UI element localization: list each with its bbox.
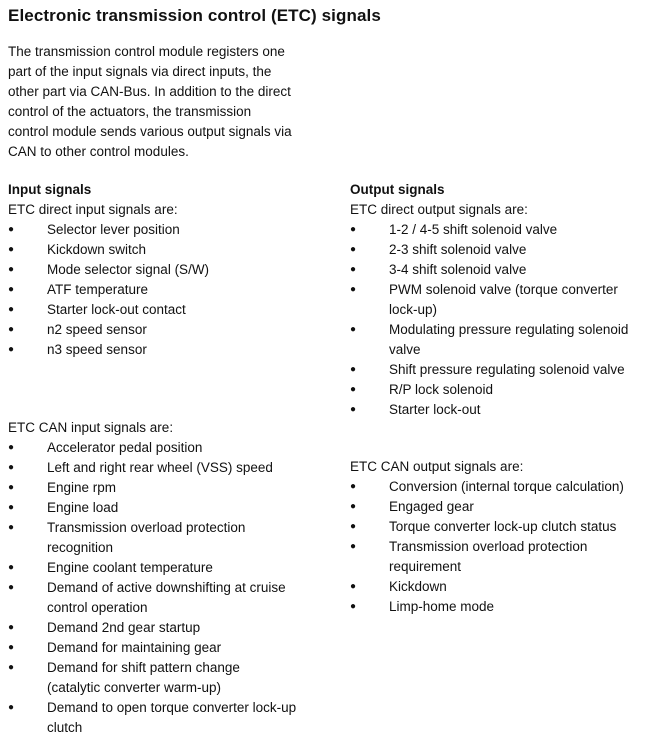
signal-list-item xyxy=(350,220,650,240)
signal-item-text: ● Conversion (internal torque calculation) xyxy=(389,479,624,494)
signal-item-text: control operation xyxy=(47,600,148,615)
signal-item-text: ● ATF temperature xyxy=(47,282,149,297)
input-signals-section xyxy=(8,180,338,360)
signal-item-text: ● Accelerator pedal position xyxy=(47,440,203,455)
signal-item-text: ● Starter lock-out xyxy=(389,402,481,417)
signal-list-item xyxy=(8,438,338,458)
signal-list-item xyxy=(350,400,650,420)
signal-item-text: ● Kickdown xyxy=(389,579,447,594)
signal-list-item xyxy=(350,477,650,497)
signal-list-item xyxy=(350,240,650,260)
intro-line: The transmission control module registers one xyxy=(8,44,285,59)
signal-list-item xyxy=(350,380,650,400)
signal-item-text: ● R/P lock solenoid xyxy=(389,382,494,397)
signal-item-text: valve xyxy=(389,342,421,357)
signal-item-text: ● Demand to open torque converter lock-up xyxy=(47,700,297,715)
signal-item-text: ● Engine coolant temperature xyxy=(47,560,213,575)
signal-list-item xyxy=(350,537,650,577)
signal-item-text: (catalytic converter warm-up) xyxy=(47,680,222,695)
signal-item-text: ● Transmission overload protection xyxy=(389,539,588,554)
input-direct-list xyxy=(8,220,338,360)
input-signals-heading: Input signals xyxy=(8,182,92,197)
signal-item-text: ● n2 speed sensor xyxy=(47,322,147,337)
signal-item-text: ● Demand 2nd gear startup xyxy=(47,620,201,635)
input-can-list xyxy=(8,438,338,738)
signal-item-text: ● 3-4 shift solenoid valve xyxy=(389,262,527,277)
signal-item-text: ● Transmission overload protection xyxy=(47,520,246,535)
signal-list-item xyxy=(8,280,338,300)
signal-list-item xyxy=(350,320,650,360)
signal-list-item xyxy=(8,658,338,698)
signal-list-item xyxy=(8,300,338,320)
signal-item-text: ● Demand for maintaining gear xyxy=(47,640,222,655)
signal-list-item xyxy=(8,320,338,340)
signal-list-item xyxy=(8,478,338,498)
signal-item-text: ● Selector lever position xyxy=(47,222,180,237)
output-signals-section xyxy=(350,180,650,420)
signal-list-item xyxy=(8,638,338,658)
signal-list-item xyxy=(350,280,650,320)
output-direct-list xyxy=(350,220,650,420)
signal-item-text: ● Demand for shift pattern change xyxy=(47,660,240,675)
signal-list-item xyxy=(8,340,338,360)
signal-list-item xyxy=(8,518,338,558)
signal-item-text: ● Shift pressure regulating solenoid valve xyxy=(389,362,625,377)
intro-paragraph xyxy=(8,42,328,162)
signal-item-text: ● Kickdown switch xyxy=(47,242,147,257)
signal-item-text: clutch xyxy=(47,720,83,735)
signal-list-item xyxy=(350,577,650,597)
signal-list-item xyxy=(8,498,338,518)
signal-item-text: ● n3 speed sensor xyxy=(47,342,147,357)
input-can-section xyxy=(8,418,338,738)
signal-list-item xyxy=(8,260,338,280)
output-can-list xyxy=(350,477,650,617)
signal-list-item xyxy=(350,517,650,537)
intro-line: CAN to other control modules. xyxy=(8,144,189,159)
signal-item-text: ● Limp-home mode xyxy=(389,599,495,614)
signal-list-item xyxy=(350,597,650,617)
signal-item-text: ● Engine rpm xyxy=(47,480,117,495)
signal-item-text: recognition xyxy=(47,540,114,555)
signal-item-text: ● Torque converter lock-up clutch status xyxy=(389,519,617,534)
signal-list-item xyxy=(8,558,338,578)
signal-item-text: ● Starter lock-out contact xyxy=(47,302,186,317)
signal-item-text: ● Modulating pressure regulating solenoid xyxy=(389,322,629,337)
input-can-label: ETC CAN input signals are: xyxy=(8,420,174,435)
signal-item-text: ● PWM solenoid valve (torque converter xyxy=(389,282,618,297)
signal-item-text: ● Demand of active downshifting at cruise xyxy=(47,580,286,595)
input-direct-label: ETC direct input signals are: xyxy=(8,202,178,217)
signal-list-item xyxy=(350,360,650,380)
intro-line: control of the actuators, the transmission xyxy=(8,104,252,119)
signal-item-text: ● Mode selector signal (S/W) xyxy=(47,262,210,277)
signal-list-item xyxy=(8,618,338,638)
signal-list-item xyxy=(350,497,650,517)
signal-item-text: ● Left and right rear wheel (VSS) speed xyxy=(47,460,273,475)
signal-list-item xyxy=(8,240,338,260)
intro-line: control module sends various output signals via xyxy=(8,124,292,139)
signal-list-item xyxy=(350,260,650,280)
signal-item-text: ● 1-2 / 4-5 shift solenoid valve xyxy=(389,222,558,237)
page-title: Electronic transmission control (ETC) signals xyxy=(8,6,381,25)
signal-item-text: lock-up) xyxy=(389,302,438,317)
signal-list-item xyxy=(8,698,338,738)
output-signals-heading: Output signals xyxy=(350,182,445,197)
signal-list-item xyxy=(8,220,338,240)
signal-item-text: ● Engaged gear xyxy=(389,499,474,514)
intro-line: other part via CAN-Bus. In addition to the direct xyxy=(8,84,291,99)
output-direct-label: ETC direct output signals are: xyxy=(350,202,528,217)
signal-list-item xyxy=(8,578,338,618)
signal-list-item xyxy=(8,458,338,478)
signal-item-text: ● Engine load xyxy=(47,500,119,515)
output-can-section xyxy=(350,457,650,617)
intro-line: part of the input signals via direct inputs, the xyxy=(8,64,272,79)
signal-item-text: requirement xyxy=(389,559,462,574)
signal-item-text: ● 2-3 shift solenoid valve xyxy=(389,242,527,257)
output-can-label: ETC CAN output signals are: xyxy=(350,459,524,474)
